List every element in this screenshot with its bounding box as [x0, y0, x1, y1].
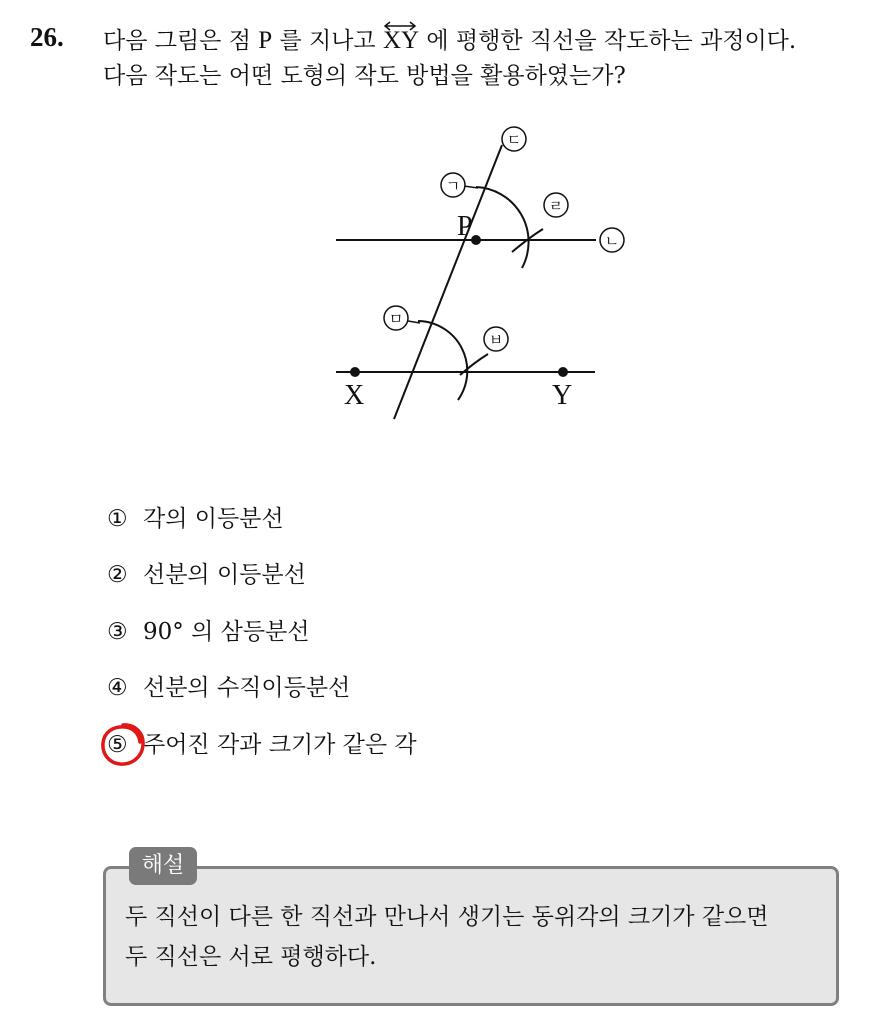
choice-4[interactable]: [107, 677, 350, 700]
choice-text: 선분의 이등분선: [143, 562, 306, 588]
svg-text:ㄱ: ㄱ: [445, 177, 461, 195]
point-y-label: Y: [552, 380, 573, 411]
choice-1[interactable]: [107, 508, 284, 531]
choice-2[interactable]: [107, 564, 306, 587]
point-x-dot: [350, 367, 360, 377]
arc-at-p: [476, 187, 529, 268]
arc-at-intersection: [418, 321, 467, 400]
choice-number: ③: [107, 619, 128, 645]
svg-text:ㄴ: ㄴ: [604, 232, 620, 250]
step-label-3: [502, 127, 526, 151]
step-label-5: [384, 306, 408, 330]
step-label-6: [484, 327, 508, 351]
explanation-tag: 해설: [129, 847, 197, 885]
double-arrow-icon: [382, 21, 418, 31]
line-xy-label: XY: [382, 27, 420, 54]
choice-number: ②: [107, 562, 128, 588]
svg-text:ㅁ: ㅁ: [388, 310, 404, 328]
question-text-b: 를 지나고: [272, 28, 383, 54]
choice-text: 선분의 수직이등분선: [143, 675, 351, 701]
choice-5[interactable]: [107, 734, 417, 757]
explanation-line-2: 두 직선은 서로 평행하다.: [125, 944, 377, 970]
step-label-2: [600, 228, 624, 252]
choice-text: 주어진 각과 크기가 같은 각: [143, 732, 417, 758]
question-text-a: 다음 그림은 점: [103, 28, 259, 54]
step-label-4: [544, 193, 568, 217]
svg-text:ㄷ: ㄷ: [506, 131, 522, 149]
choice-number: ①: [107, 506, 128, 532]
svg-text:ㅂ: ㅂ: [488, 331, 504, 349]
choice-text: 각의 이등분선: [143, 506, 284, 532]
point-y-dot: [558, 367, 568, 377]
line-xy-symbol: [383, 28, 419, 53]
question-line-1: [103, 28, 796, 53]
choice-number: ⑤: [107, 732, 128, 758]
leader-1: [464, 186, 478, 188]
choice-3[interactable]: [107, 621, 309, 644]
svg-text:ㄹ: ㄹ: [548, 197, 564, 215]
question-line-2: 다음 작도는 어떤 도형의 작도 방법을 활용하였는가?: [103, 63, 626, 89]
choice-text: 90° 의 삼등분선: [143, 619, 310, 645]
answer-circle-mark-icon: [99, 720, 149, 770]
point-p-label: P: [457, 211, 473, 242]
construction-figure: [330, 125, 640, 425]
explanation-box: [103, 866, 839, 1006]
point-p-label-inline: P: [258, 27, 273, 54]
question-number: 26.: [30, 22, 64, 52]
step-label-1: [441, 173, 465, 197]
choice-number: ④: [107, 675, 128, 701]
question-text-c: 에 평행한 직선을 작도하는 과정이다.: [419, 28, 797, 54]
point-x-label: X: [344, 380, 365, 411]
explanation-line-1: 두 직선이 다른 한 직선과 만나서 생기는 동위각의 크기가 같으면: [125, 904, 769, 930]
